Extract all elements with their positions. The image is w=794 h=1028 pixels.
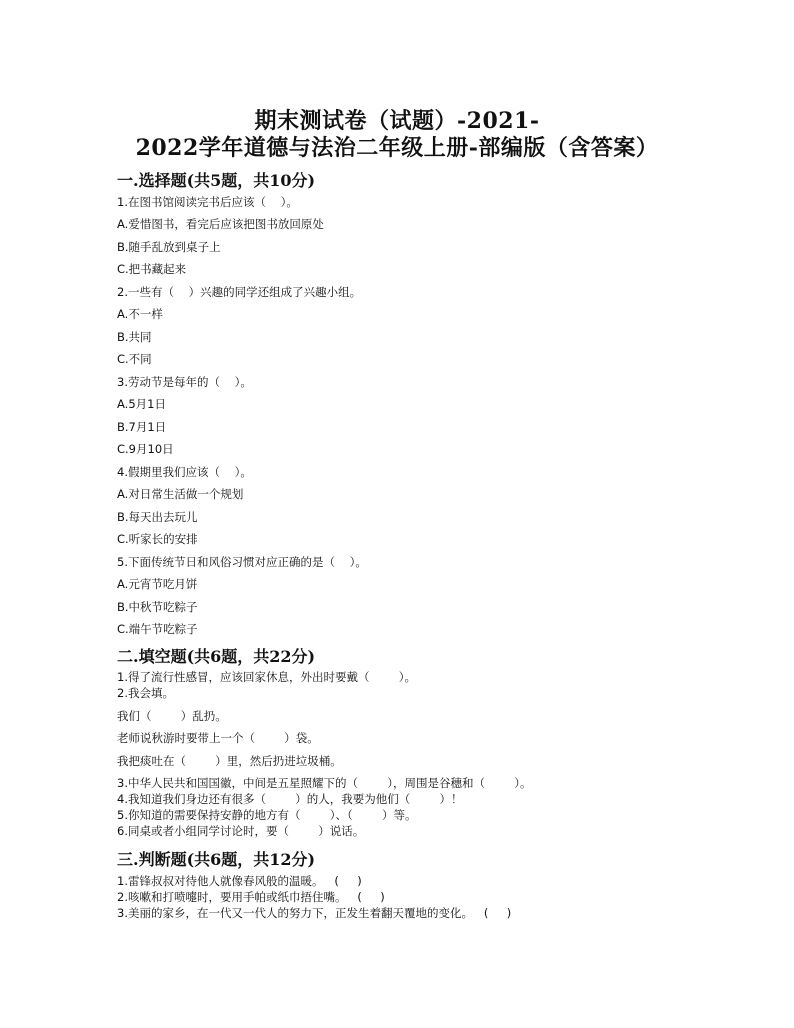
answer-option: A.不一样 xyxy=(117,307,163,321)
question-line: 老师说秋游时要带上一个（ ）袋。 xyxy=(117,731,319,745)
question-line: 1.在图书馆阅读完书后应该（ ）。 xyxy=(117,195,298,209)
question-line: 我把痰吐在（ ）里，然后扔进垃圾桶。 xyxy=(117,754,342,768)
question-line: 3.美丽的家乡，在一代又一代人的努力下，正发生着翻天覆地的变化。 ( ) xyxy=(117,906,512,920)
answer-option: B.随手乱放到桌子上 xyxy=(117,240,221,254)
question-line: 1.得了流行性感冒，应该回家休息，外出时要戴（ ）。 xyxy=(117,670,416,684)
question-line: 3.劳动节是每年的（ ）。 xyxy=(117,375,252,389)
answer-option: C.把书藏起来 xyxy=(117,262,187,276)
answer-option: A.元宵节吃月饼 xyxy=(117,577,198,591)
answer-option: C.不同 xyxy=(117,352,152,366)
question-line: 2.咳嗽和打喷嚏时，要用手帕或纸巾捂住嘴。 ( ) xyxy=(117,890,385,904)
answer-option: B.每天出去玩儿 xyxy=(117,510,198,524)
answer-option: B.中秋节吃粽子 xyxy=(117,600,198,614)
answer-option: C.听家长的安排 xyxy=(117,532,198,546)
question-line: 2.一些有（ ）兴趣的同学还组成了兴趣小组。 xyxy=(117,285,362,299)
answer-option: A.爱惜图书，看完后应该把图书放回原处 xyxy=(117,217,324,231)
question-line: 5.下面传统节日和风俗习惯对应正确的是（ ）。 xyxy=(117,555,367,569)
question-line: 4.假期里我们应该（ ）。 xyxy=(117,465,252,479)
answer-option: A.5月1日 xyxy=(117,397,166,411)
document-title-line-2: 2022学年道德与法治二年级上册-部编版（含答案） xyxy=(135,135,659,161)
section-heading-true-false: 三.判断题(共6题，共12分) xyxy=(117,850,316,869)
section-heading-multiple-choice: 一.选择题(共5题，共10分) xyxy=(117,171,316,190)
question-line: 4.我知道我们身边还有很多（ ）的人，我要为他们（ ）！ xyxy=(117,792,463,806)
question-line: 1.雷锋叔叔对待他人就像春风般的温暖。 ( ) xyxy=(117,874,362,888)
answer-option: B.共同 xyxy=(117,330,152,344)
section-heading-fill-in: 二.填空题(共6题，共22分) xyxy=(117,647,316,666)
question-line: 6.同桌或者小组同学讨论时，要（ ）说话。 xyxy=(117,824,365,838)
answer-option: B.7月1日 xyxy=(117,420,167,434)
answer-option: C.9月10日 xyxy=(117,442,174,456)
question-line: 2.我会填。 xyxy=(117,686,174,700)
question-line: 我们（ ）乱扔。 xyxy=(117,709,227,723)
document-title-line-1: 期末测试卷（试题）-2021- xyxy=(254,108,540,134)
answer-option: C.端午节吃粽子 xyxy=(117,622,198,636)
question-line: 3.中华人民共和国国徽，中间是五星照耀下的（ ），周围是谷穗和（ ）。 xyxy=(117,776,532,790)
question-line: 5.你知道的需要保持安静的地方有（ ）、（ ）等。 xyxy=(117,808,417,822)
answer-option: A.对日常生活做一个规划 xyxy=(117,487,244,501)
